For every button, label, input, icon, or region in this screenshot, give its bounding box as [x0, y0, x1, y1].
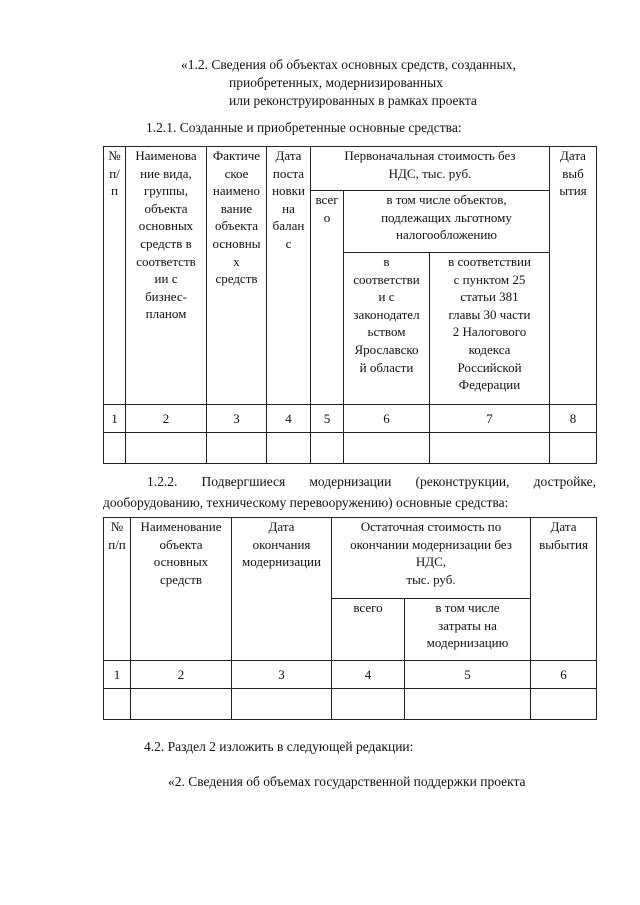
header-modernization-costs: в том числе затраты на модернизацию	[405, 599, 531, 661]
section-121-title: 1.2.1. Созданные и приобретенные основные средства:	[146, 120, 462, 135]
empty-cell	[430, 433, 550, 464]
empty-cell	[131, 689, 232, 720]
header-asset-name: Наименова ние вида, группы, объекта основных средств в соответств ии с бизнес- планом	[126, 147, 207, 405]
empty-cell	[267, 433, 311, 464]
header-asset-name: Наименование объекта основных средств	[131, 518, 232, 661]
table-row-numbers	[104, 405, 597, 433]
header-incl-preferential: в том числе объектов, подлежащих льготному налогообложению	[344, 191, 550, 253]
col-number: 3	[207, 405, 267, 433]
header-registration-date: Дата поста новки на балан с	[267, 147, 311, 405]
empty-cell	[332, 689, 405, 720]
col-number: 7	[430, 405, 550, 433]
header-disposal-date: Дата выбытия	[531, 518, 597, 661]
header-total: всего	[332, 599, 405, 661]
col-number: 1	[104, 661, 131, 689]
col-number: 2	[126, 405, 207, 433]
col-number: 6	[344, 405, 430, 433]
col-number: 8	[550, 405, 597, 433]
section-2-heading: «2. Сведения об объемах государственной поддержки проекта	[168, 774, 526, 789]
table-row-empty	[104, 689, 597, 720]
table-modernized-assets	[103, 517, 597, 720]
table-row-empty	[104, 433, 597, 464]
col-number: 4	[332, 661, 405, 689]
col-number: 3	[232, 661, 332, 689]
empty-cell	[104, 433, 126, 464]
header-modernization-end-date: Дата окончания модернизации	[232, 518, 332, 661]
col-number: 4	[267, 405, 311, 433]
col-number: 6	[531, 661, 597, 689]
table-row-numbers	[104, 661, 597, 689]
table-created-assets	[103, 146, 597, 464]
empty-cell	[126, 433, 207, 464]
header-federal-tax-code: в соответствии с пунктом 25 статьи 381 главы 30 части 2 Налогового кодекса Российской Федерации	[430, 253, 550, 405]
empty-cell	[550, 433, 597, 464]
header-residual-cost: Остаточная стоимость по окончании модернизации без НДС, тыс. руб.	[332, 518, 531, 599]
empty-cell	[405, 689, 531, 720]
header-yaroslavl-law: в соответстви и с законодател ьством Ярославско й области	[344, 253, 430, 405]
empty-cell	[311, 433, 344, 464]
heading-line-1: «1.2. Сведения об объектах основных средств, созданных,	[181, 57, 516, 72]
col-number: 2	[131, 661, 232, 689]
empty-cell	[344, 433, 430, 464]
empty-cell	[531, 689, 597, 720]
heading-line-3: или реконструированных в рамках проекта	[229, 93, 477, 108]
col-number: 5	[405, 661, 531, 689]
header-disposal-date: Дата выб ытия	[550, 147, 597, 405]
section-122-title: 1.2.2. Подвергшиеся модернизации (реконструкции, достройке, дооборудованию, техническому перевооружению) основные средства:	[103, 474, 596, 510]
header-row-number: № п/ п	[104, 147, 126, 405]
empty-cell	[232, 689, 332, 720]
col-number: 1	[104, 405, 126, 433]
header-total: всег о	[311, 191, 344, 405]
section-42-text: 4.2. Раздел 2 изложить в следующей редакции:	[144, 739, 414, 754]
col-number: 5	[311, 405, 344, 433]
empty-cell	[104, 689, 131, 720]
heading-line-2: приобретенных, модернизированных	[229, 75, 443, 90]
empty-cell	[207, 433, 267, 464]
header-initial-cost: Первоначальная стоимость без НДС, тыс. руб.	[311, 147, 550, 191]
header-row-number: № п/п	[104, 518, 131, 661]
header-actual-name: Фактиче ское наимено вание объекта основны х средств	[207, 147, 267, 405]
